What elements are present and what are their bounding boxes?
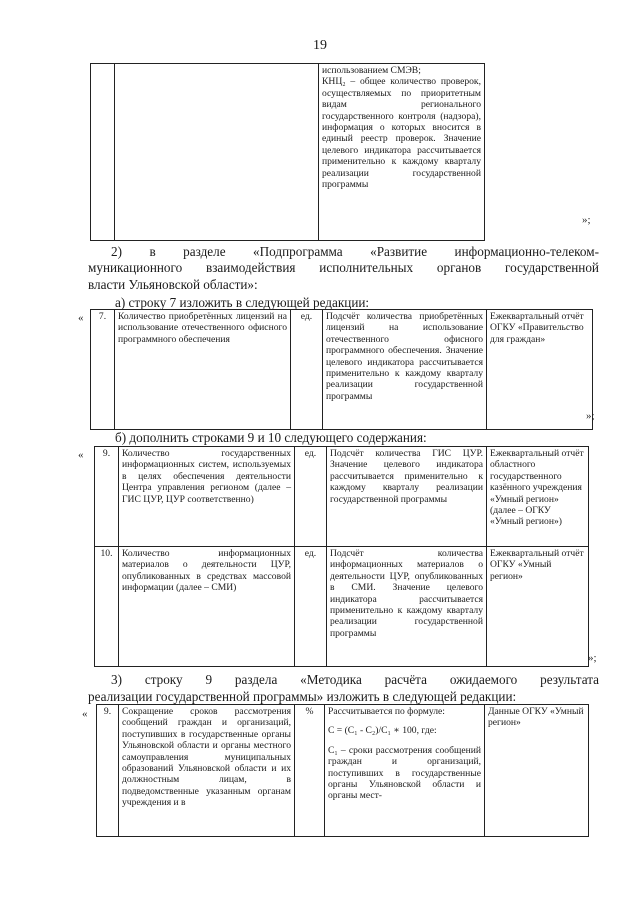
open-quote: « bbox=[78, 449, 84, 461]
data-source: Данные ОГКУ «Умный регион» bbox=[485, 705, 589, 837]
paragraph-2a: а) строку 7 изложить в следующей редакции: bbox=[115, 295, 370, 310]
calculation-method bbox=[325, 705, 485, 837]
calculation-method: Подсчёт количества приобретённых лицензий на использование отечественного офисного программного обеспечения. Значение целевого индикатора рассчитывается применительно к каждому кварталу реализации государственной программы bbox=[323, 310, 487, 430]
table-continuation bbox=[90, 63, 485, 241]
paragraph-2-line-2: муникационного взаимодействия исполнительных органов государственной bbox=[88, 260, 599, 275]
table-methodology-row-9 bbox=[96, 704, 589, 837]
unit: ед. bbox=[295, 447, 327, 547]
table-row-7 bbox=[90, 309, 593, 430]
data-source: Ежеквартальный отчёт областного государственного казённого учреждения «Умный регион» (далее – ОГКУ «Умный регион») bbox=[487, 447, 589, 547]
data-source: Ежеквартальный отчёт ОГКУ «Правительство для граждан» bbox=[487, 310, 593, 430]
page-number: 19 bbox=[313, 38, 327, 53]
data-source: Ежеквартальный отчёт ОГКУ «Умный регион» bbox=[487, 547, 589, 667]
table-rows-9-10 bbox=[94, 446, 589, 667]
method-text-line: использованием СМЭВ; bbox=[322, 65, 421, 76]
row-number: 9. bbox=[97, 705, 119, 837]
method-line: Рассчитывается по формуле: bbox=[328, 706, 445, 717]
close-quote: »; bbox=[588, 652, 597, 664]
unit: % bbox=[295, 705, 325, 837]
paragraph-2-line-3: власти Ульяновской области»: bbox=[88, 277, 258, 292]
table-cell-empty bbox=[91, 64, 115, 241]
calculation-method: Подсчёт количества ГИС ЦУР. Значение целевого индикатора рассчитывается применительно к каждому кварталу реализации государственной программы bbox=[327, 447, 487, 547]
paragraph-3-line-1: 3) строку 9 раздела «Методика расчёта ожидаемого результата bbox=[111, 672, 599, 687]
unit: ед. bbox=[295, 547, 327, 667]
method-line: С₁ – сроки рассмотрения сообщений граждан и организаций, поступивших в государственные органы Ульяновской области и органы мест- bbox=[328, 744, 481, 802]
paragraph-2b: б) дополнить строками 9 и 10 следующего содержания: bbox=[115, 430, 427, 445]
indicator-name: Количество государственных информационных систем, используемых в целях обеспечения деятельности Центра управления регионом (далее – ГИС ЦУР, ЦУР соответственно) bbox=[119, 447, 295, 547]
table-row bbox=[95, 547, 589, 667]
table-row bbox=[95, 447, 589, 547]
table-cell-method bbox=[319, 64, 485, 241]
open-quote: « bbox=[82, 708, 88, 720]
paragraph-3-line-2: реализации государственной программы» изложить в следующей редакции: bbox=[88, 689, 517, 704]
indicator-name: Количество приобретённых лицензий на использование отечественного офисного программного обеспечения bbox=[115, 310, 291, 430]
indicator-name: Количество информационных материалов о деятельности ЦУР, опубликованных в средствах массовой информации (далее – СМИ) bbox=[119, 547, 295, 667]
row-number: 10. bbox=[95, 547, 119, 667]
paragraph-2-line-1: 2) в разделе «Подпрограмма «Развитие информационно-телеком- bbox=[111, 244, 599, 259]
close-quote: »; bbox=[582, 214, 591, 226]
table-cell-empty bbox=[115, 64, 319, 241]
close-quote: »; bbox=[586, 410, 595, 422]
indicator-name: Сокращение сроков рассмотрения сообщений граждан и организаций, поступивших в государственные органы Ульяновской области и органы местного самоуправления муниципальных образований Ульяновской области и их должностным лицам, в подведомственные указанным органам учреждения и в bbox=[119, 705, 295, 837]
unit: ед. bbox=[291, 310, 323, 430]
open-quote: « bbox=[78, 312, 84, 324]
method-text: КНЦ₂ – общее количество проверок, осуществляемых по приоритетным видам регионального государственного контроля (надзора), информация о которых вносится в единый реестр проверок. Значение целевого индикатора рассчитывается применительно к каждому кварталу реализации государственной программы bbox=[322, 76, 481, 191]
formula: С = (С₁ - С₂)/С₁ ∗ 100, где: bbox=[328, 725, 437, 737]
row-number: 9. bbox=[95, 447, 119, 547]
calculation-method: Подсчёт количества информационных материалов о деятельности ЦУР, опубликованных в СМИ. Значение целевого индикатора рассчитывается применительно к каждому кварталу реализации государственной программы bbox=[327, 547, 487, 667]
row-number: 7. bbox=[91, 310, 115, 430]
